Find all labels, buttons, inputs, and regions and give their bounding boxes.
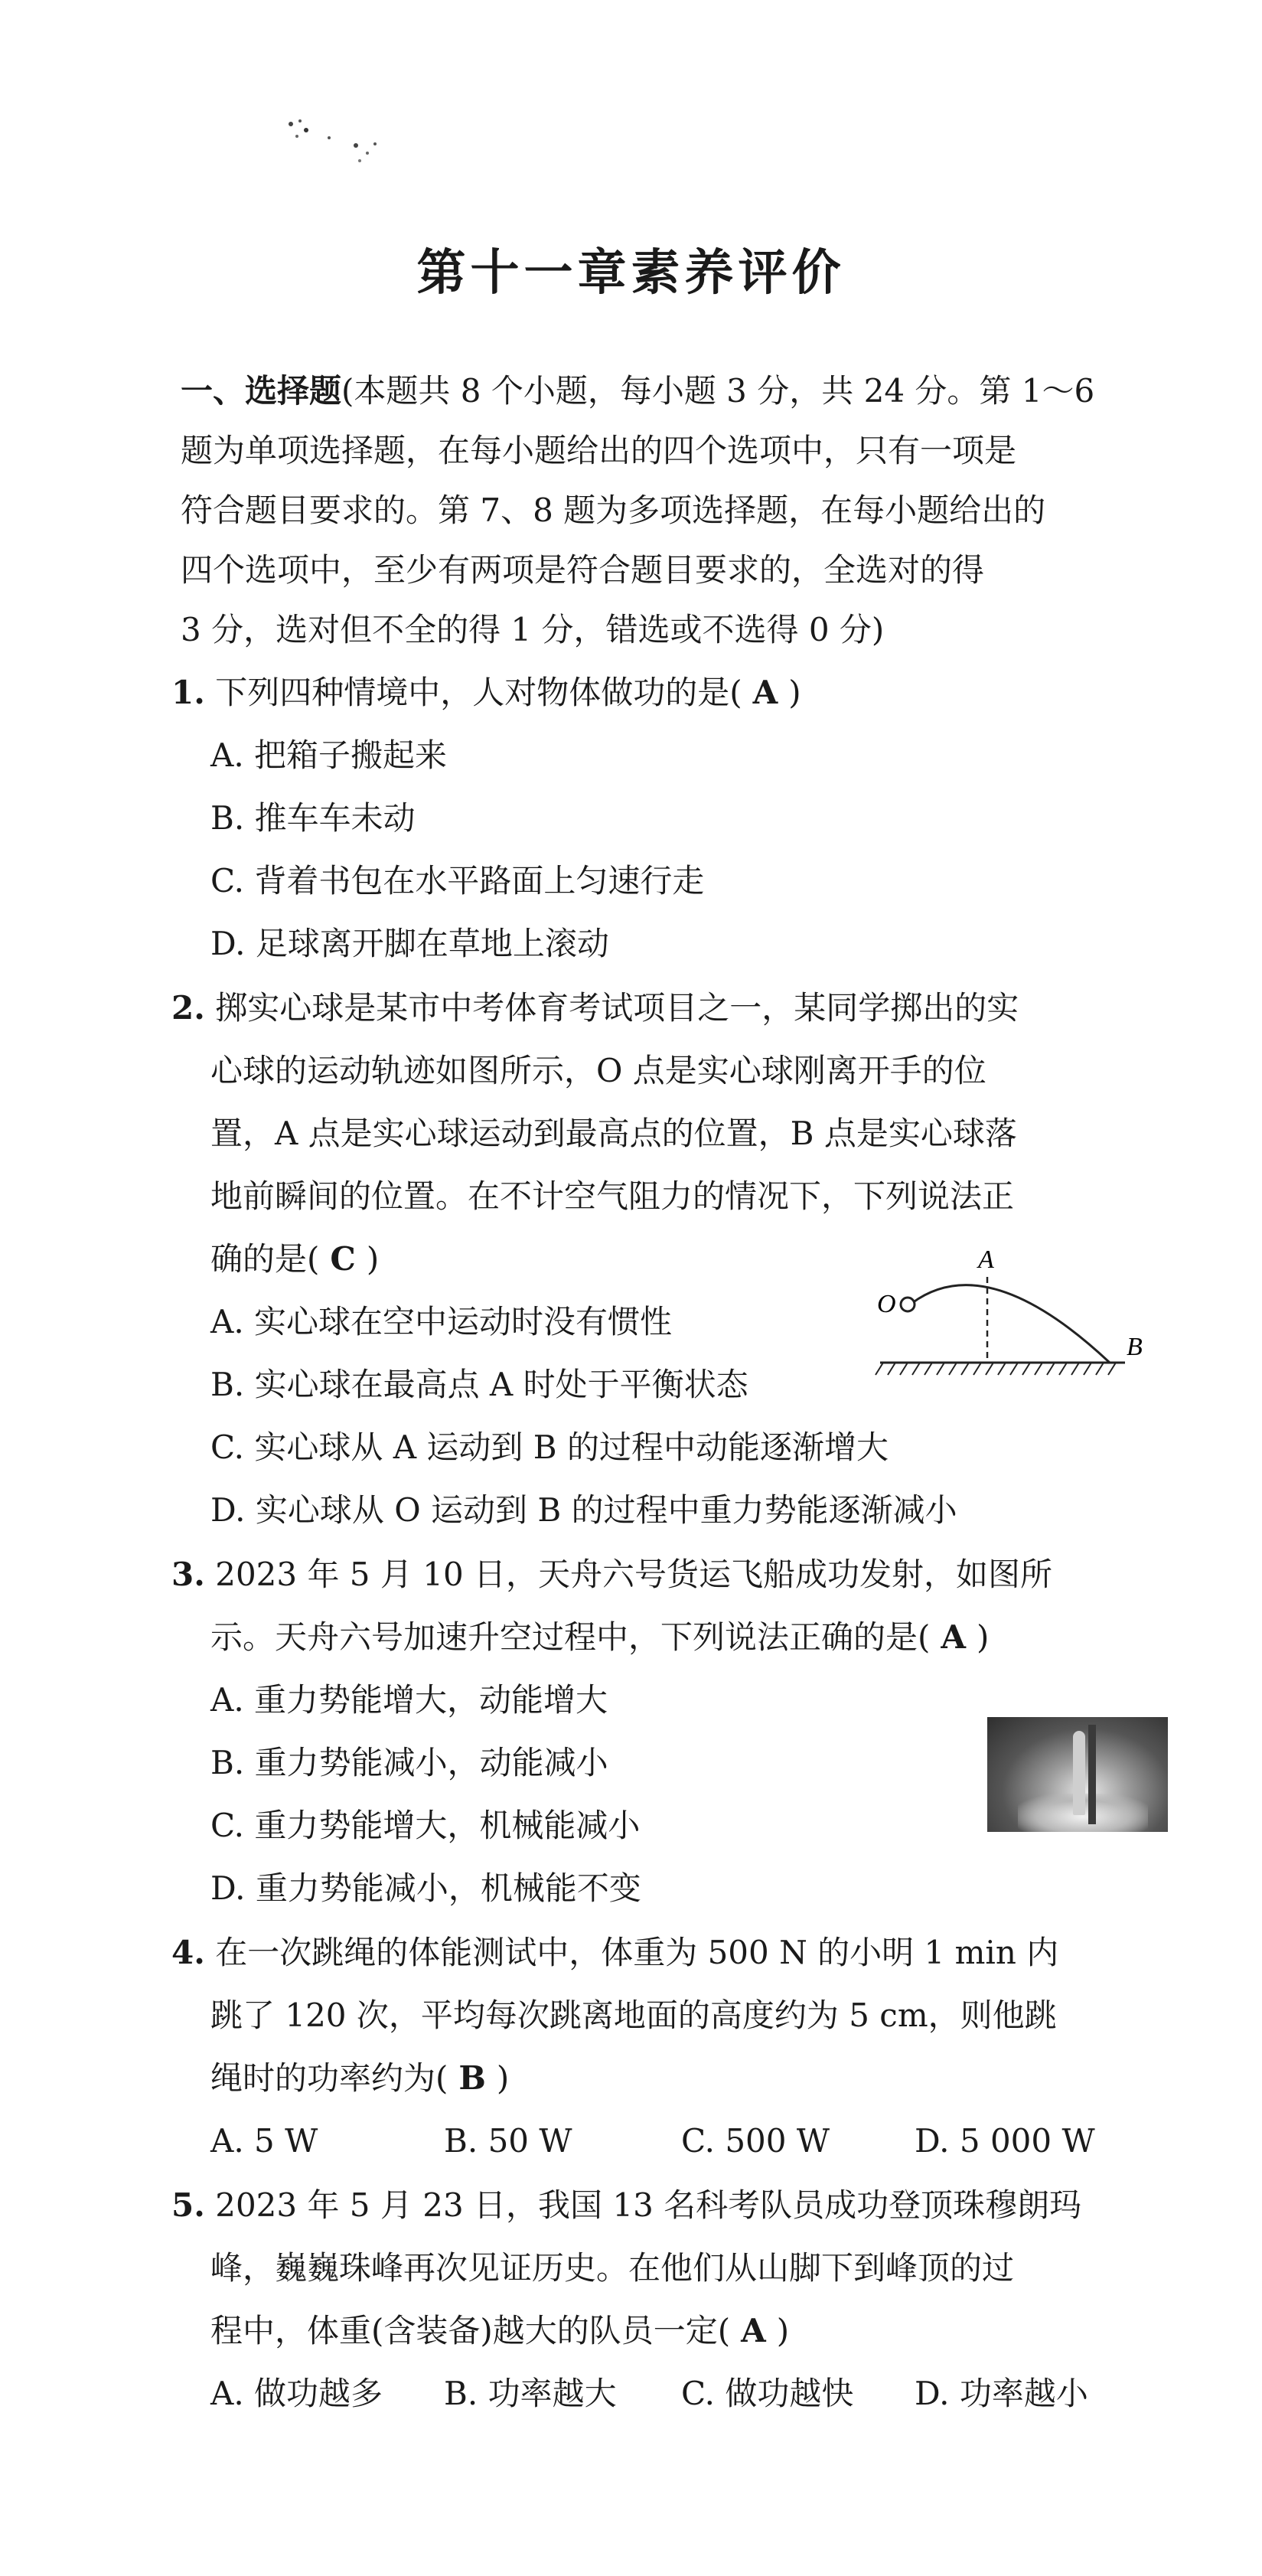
question-2-stem-line-1: 2. 掷实心球是某市中考体育考试项目之一，某同学掷出的实 (171, 989, 1019, 1027)
question-1-option-a: A. 把箱子搬起来 (210, 736, 448, 774)
question-2-option-d: D. 实心球从 O 运动到 B 的过程中重力势能逐渐减小 (210, 1491, 957, 1529)
question-2-stem-line-2: 心球的运动轨迹如图所示，O 点是实心球刚离开手的位 (210, 1052, 986, 1089)
question-1-option-b: B. 推车车未动 (210, 799, 416, 837)
section-intro-line-3: 符合题目要求的。第 7、8 题为多项选择题，在每小题给出的 (181, 491, 1046, 529)
trajectory-curve (912, 1285, 1110, 1363)
question-5-option-c: C. 做功越快 (681, 2375, 854, 2412)
question-3-stem-line-2: 示。天舟六号加速升空过程中，下列说法正确的是( A ) (210, 1618, 990, 1656)
figure-label-b: B (1127, 1333, 1143, 1361)
question-4-option-d: D. 5 000 W (915, 2122, 1095, 2160)
question-1-stem: 1. 下列四种情境中，人对物体做功的是( A ) (171, 674, 801, 711)
question-2-stem-line-3: 置，A 点是实心球运动到最高点的位置，B 点是实心球落 (210, 1115, 1017, 1152)
question-5-option-b: B. 功率越大 (444, 2375, 617, 2412)
question-3-option-c: C. 重力势能增大，机械能减小 (210, 1807, 641, 1844)
question-4-stem-line-3: 绳时的功率约为( B ) (210, 2059, 510, 2097)
question-5-stem-line-1: 5. 2023 年 5 月 23 日，我国 13 名科考队员成功登顶珠穆朗玛 (171, 2186, 1082, 2224)
question-5-answer: A (741, 2312, 766, 2349)
ball-marker (901, 1298, 915, 1311)
page-title: 第十一章素养评价 (416, 245, 846, 302)
question-4-answer: B (458, 2059, 486, 2097)
question-1-option-d: D. 足球离开脚在草地上滚动 (210, 925, 609, 962)
question-2-answer: C (330, 1240, 356, 1278)
question-5-stem-line-3: 程中，体重(含装备)越大的队员一定( A ) (210, 2312, 790, 2349)
question-4-option-c: C. 500 W (681, 2122, 830, 2160)
rocket-launch-photo (987, 1717, 1168, 1832)
figure-label-a: A (978, 1246, 994, 1274)
section-intro-line-5: 3 分，选对但不全的得 1 分，错选或不选得 0 分) (181, 611, 885, 648)
question-2-option-c: C. 实心球从 A 运动到 B 的过程中动能逐渐增大 (210, 1428, 889, 1466)
question-4-option-a: A. 5 W (210, 2122, 318, 2160)
question-3-stem-line-1: 3. 2023 年 5 月 10 日，天舟六号货运飞船成功发射，如图所 (171, 1556, 1053, 1593)
question-5-option-d: D. 功率越小 (915, 2375, 1088, 2412)
question-2-option-b: B. 实心球在最高点 A 时处于平衡状态 (210, 1366, 748, 1403)
question-1-option-c: C. 背着书包在水平路面上匀速行走 (210, 862, 705, 899)
question-5-option-a: A. 做功越多 (210, 2375, 383, 2412)
question-3-option-a: A. 重力势能增大，动能增大 (210, 1681, 608, 1719)
question-2-option-a: A. 实心球在空中运动时没有惯性 (210, 1303, 673, 1340)
question-1-answer: A (752, 674, 778, 711)
trajectory-figure (872, 1240, 1163, 1386)
question-3-option-d: D. 重力势能减小，机械能不变 (210, 1869, 641, 1907)
question-2-stem-line-4: 地前瞬间的位置。在不计空气阻力的情况下，下列说法正 (210, 1177, 1015, 1215)
section-intro-line-4: 四个选项中，至少有两项是符合题目要求的，全选对的得 (181, 551, 985, 589)
figure-label-o: O (877, 1290, 896, 1318)
question-2-stem-line-5: 确的是( C ) (210, 1240, 380, 1278)
scan-speckle-marks (283, 115, 398, 176)
question-4-option-b: B. 50 W (444, 2122, 572, 2160)
section-intro-line-1: 一、选择题(本题共 8 个小题，每小题 3 分，共 24 分。第 1～6 (181, 372, 1095, 410)
question-5-stem-line-2: 峰，巍巍珠峰再次见证历史。在他们从山脚下到峰顶的过 (210, 2249, 1015, 2287)
launch-tower (1088, 1725, 1096, 1824)
ground-hatching (876, 1363, 1116, 1375)
rocket-shape (1073, 1731, 1085, 1815)
question-3-answer: A (941, 1618, 966, 1656)
question-4-stem-line-1: 4. 在一次跳绳的体能测试中，体重为 500 N 的小明 1 min 内 (171, 1934, 1059, 1971)
section-label: 一、选择题 (181, 372, 342, 410)
question-4-stem-line-2: 跳了 120 次，平均每次跳离地面的高度约为 5 cm，则他跳 (210, 1996, 1057, 2034)
section-intro-line-2: 题为单项选择题，在每小题给出的四个选项中，只有一项是 (181, 432, 1017, 469)
question-3-option-b: B. 重力势能减小，动能减小 (210, 1744, 608, 1781)
